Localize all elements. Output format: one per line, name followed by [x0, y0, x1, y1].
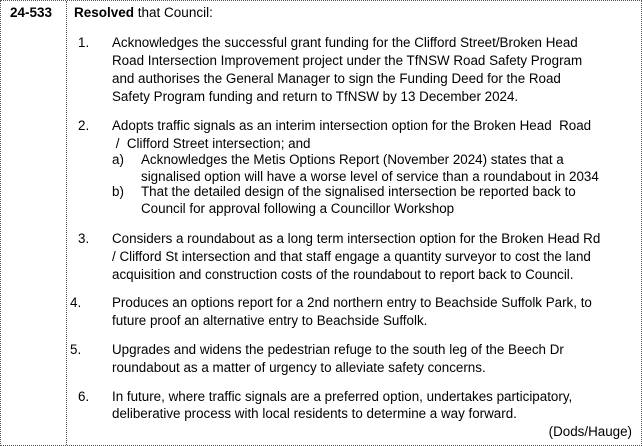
item-line: Produces an options report for a 2nd northern entry to Beachside Suffolk Park, to [112, 295, 592, 310]
item-number: 1. [78, 35, 90, 50]
item-number: 4. [70, 295, 82, 310]
item-line: Adopts traffic signals as an interim intersection option for the Broken Head Road [112, 118, 592, 133]
subitem-letter: b) [112, 184, 124, 199]
item-number: 6. [78, 389, 90, 404]
column-divider [66, 1, 67, 445]
item-number: 2. [78, 118, 90, 133]
item-line: Upgrades and widens the pedestrian refuge to the south leg of the Beech Dr [112, 342, 564, 357]
item-line: Acknowledges the successful grant funding for the Clifford Street/Broken Head [112, 35, 578, 50]
subitem-line: Acknowledges the Metis Options Report (November 2024) states that a [141, 152, 564, 167]
item-line: / Clifford Street intersection; and [112, 136, 311, 151]
item-line: roundabout as a matter of urgency to alleviate safety concerns. [112, 360, 486, 375]
item-line: Road Intersection Improvement project under the TfNSW Road Safety Program [112, 53, 583, 68]
item-line: Safety Program funding and return to TfNSW by 13 December 2024. [112, 89, 519, 104]
item-line: and authorises the General Manager to sign the Funding Deed for the Road [112, 71, 561, 86]
item-number: 5. [70, 342, 82, 357]
subitem-line: Council for approval following a Councillor Workshop [141, 201, 455, 216]
item-number: 3. [78, 231, 90, 246]
resolved-keyword: Resolved [74, 5, 135, 20]
item-line: / Clifford St intersection and that staff engage a quantity surveyor to cost the land [112, 249, 591, 264]
subitem-line: signalised option will have a worse level of service than a roundabout in 2034 [141, 169, 599, 184]
item-line: In future, where traffic signals are a preferred option, undertakes participatory, [112, 389, 573, 404]
item-line: acquisition and construction costs of the roundabout to report back to Council. [112, 267, 574, 282]
mover-seconder: (Dods/Hauge) [548, 424, 632, 439]
item-line: Considers a roundabout as a long term intersection option for the Broken Head Rd [112, 231, 601, 246]
heading-rest: that Council: [134, 5, 213, 20]
subitem-line: That the detailed design of the signalised intersection be reported back to [141, 184, 576, 199]
item-line: deliberative process with local residents to determine a way forward. [112, 406, 517, 421]
subitem-letter: a) [112, 152, 124, 167]
item-line: future proof an alternative entry to Beachside Suffolk. [112, 313, 428, 328]
resolution-heading [74, 5, 213, 20]
resolution-number: 24-533 [10, 5, 53, 20]
